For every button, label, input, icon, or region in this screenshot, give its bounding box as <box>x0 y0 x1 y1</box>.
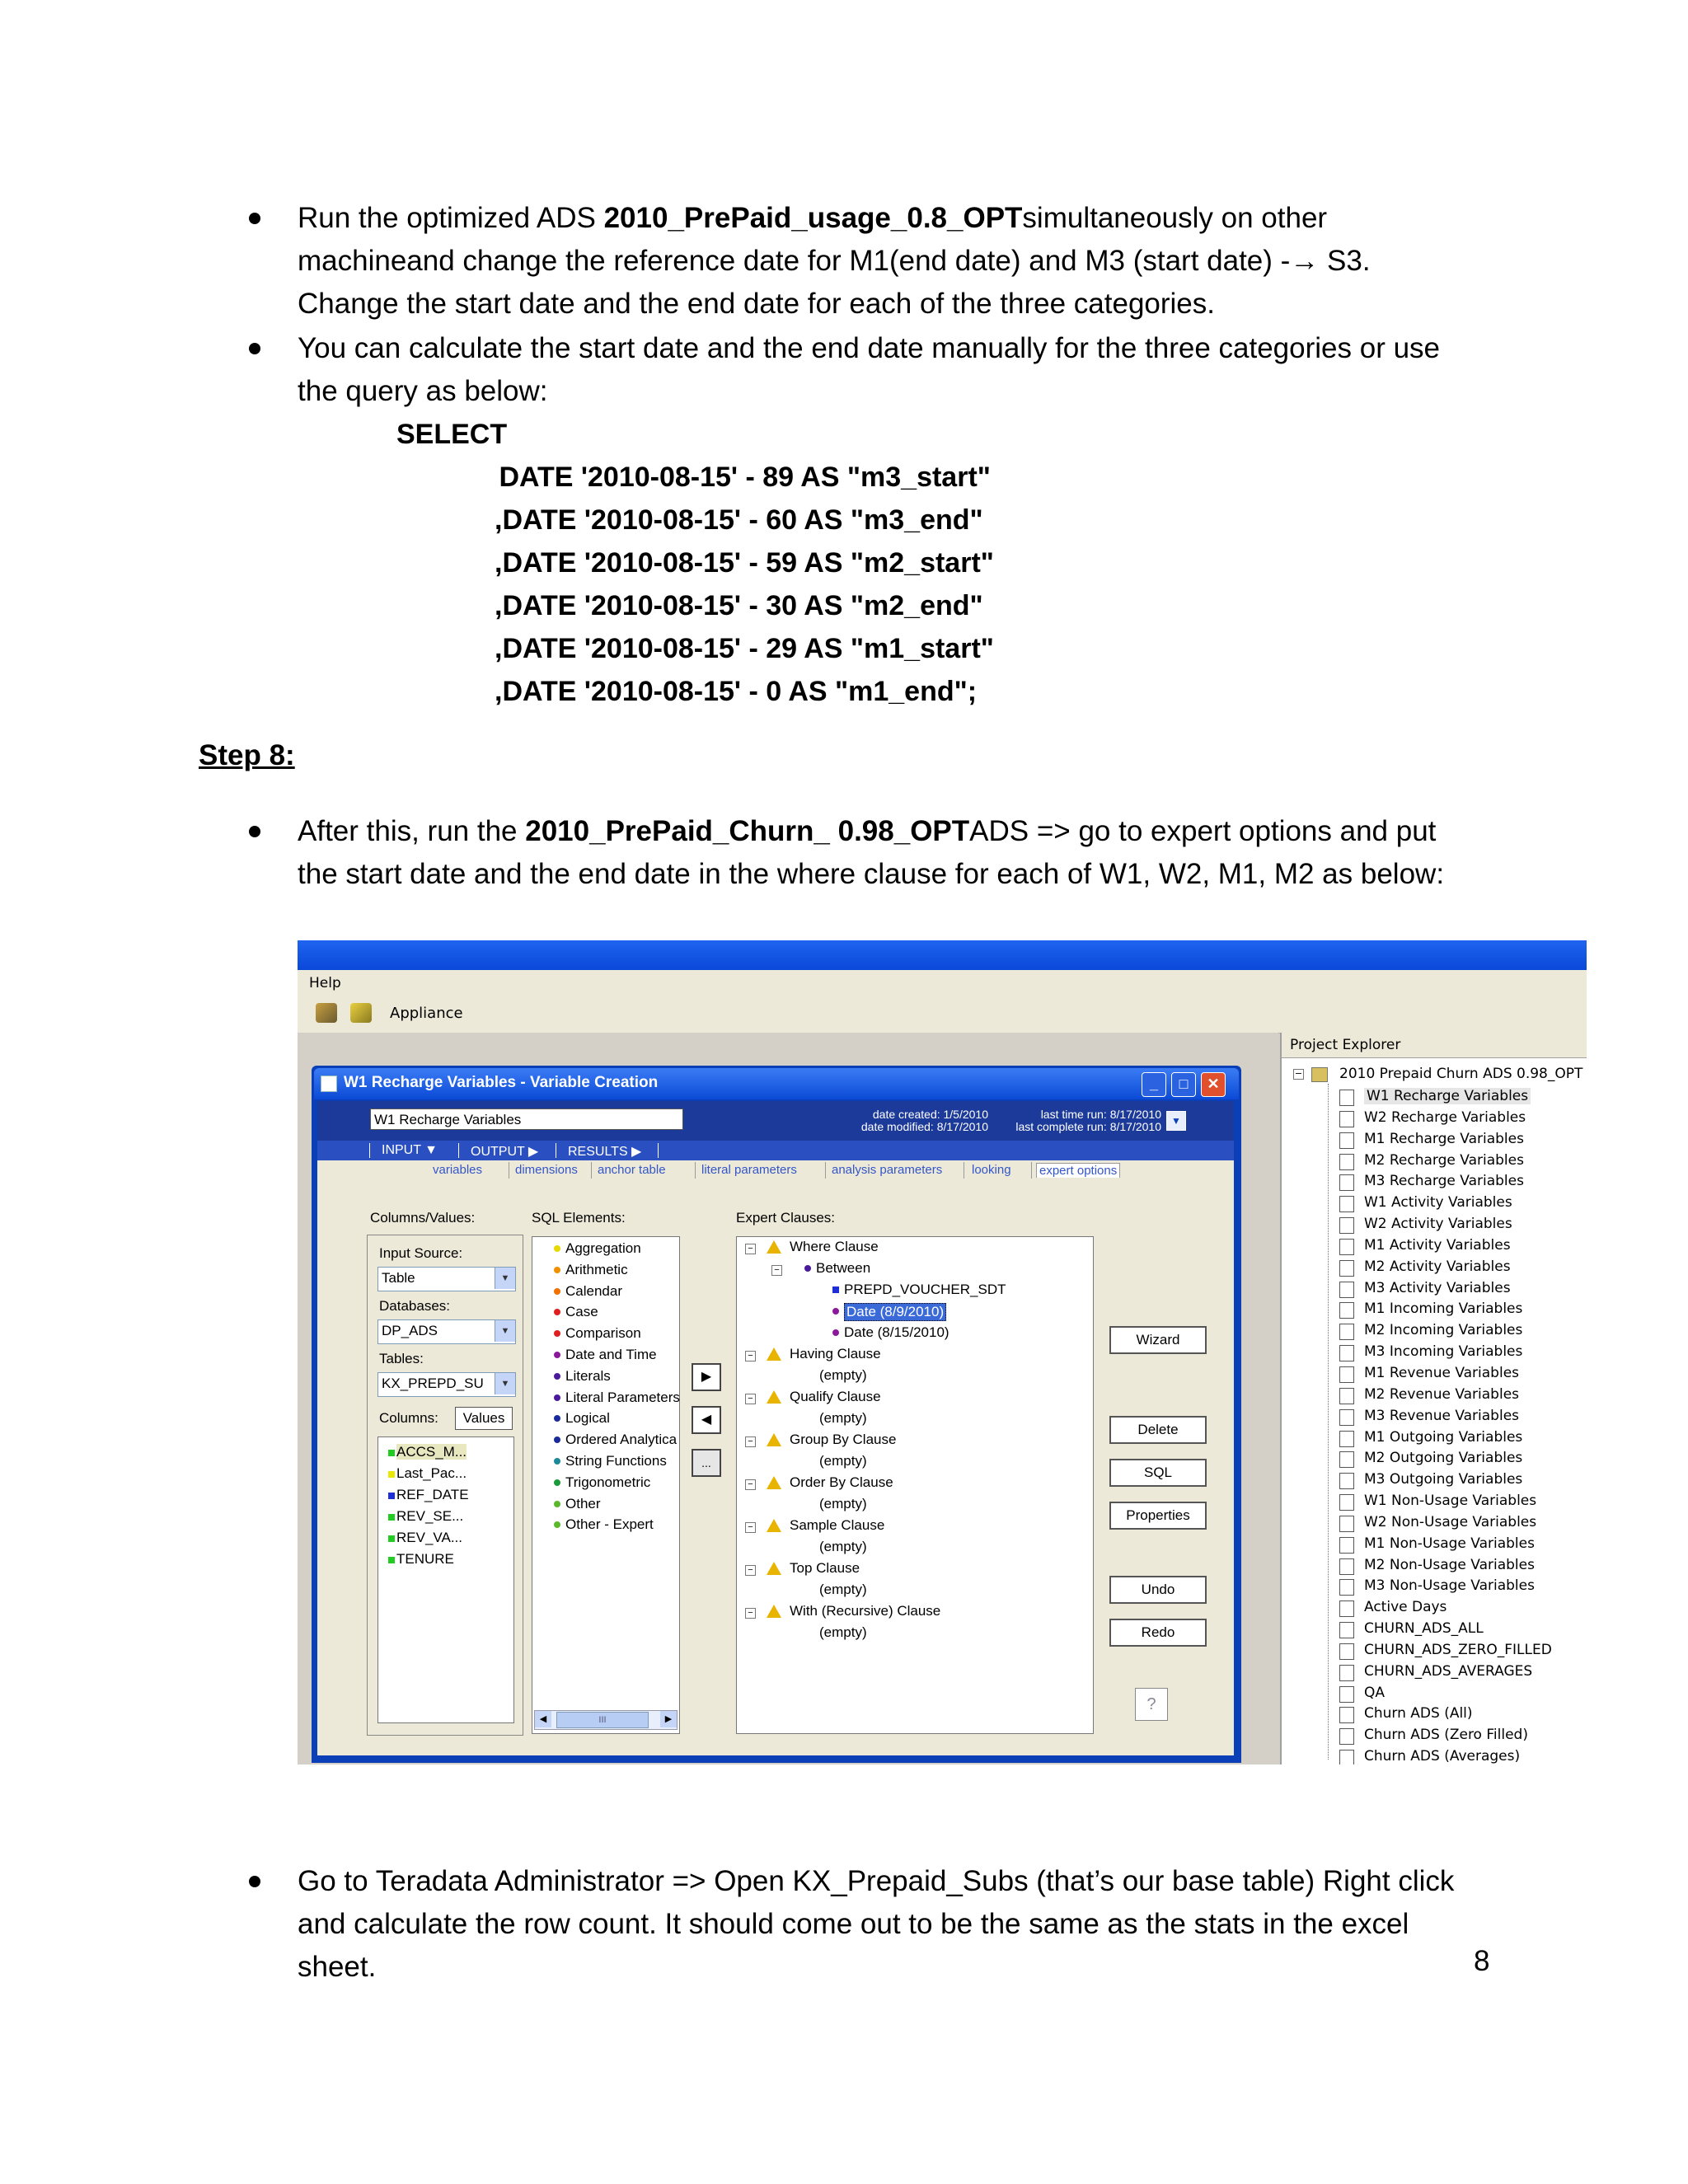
remove-arrow-button[interactable]: ◀ <box>692 1406 721 1434</box>
document-icon <box>1339 1282 1354 1298</box>
undo-button[interactable]: Undo <box>1109 1576 1207 1604</box>
project-item-label: CHURN_ADS_AVERAGES <box>1364 1662 1533 1680</box>
expert-clauses-tree <box>736 1236 1094 1734</box>
collapse-icon[interactable]: − <box>745 1565 756 1576</box>
sql-element-item[interactable] <box>565 1516 654 1533</box>
sql-element-label: Case <box>565 1304 598 1320</box>
column-type-icon <box>388 1535 395 1542</box>
tab-input[interactable]: INPUT ▼ <box>382 1143 438 1157</box>
menu-help[interactable]: Help <box>309 975 341 991</box>
bullet-icon <box>554 1288 560 1295</box>
date-end-node[interactable]: Date (8/15/2010) <box>844 1324 950 1340</box>
document-icon <box>1339 1622 1354 1638</box>
warning-icon <box>767 1519 781 1532</box>
project-item-label: Churn ADS (Averages) <box>1364 1748 1521 1765</box>
columns-values-label: Columns/Values: <box>370 1210 476 1226</box>
table-select[interactable]: KX_PREPD_SU ▼ <box>377 1372 516 1397</box>
warning-icon <box>767 1240 781 1254</box>
empty-node: (empty) <box>819 1539 867 1554</box>
sql-element-label: Arithmetic <box>565 1261 628 1277</box>
warning-icon <box>767 1390 781 1404</box>
project-item-label: M3 Incoming Variables <box>1364 1343 1523 1361</box>
sql-element-label: Literals <box>565 1367 611 1384</box>
column-item[interactable] <box>388 1508 463 1525</box>
expert-clauses-label: Expert Clauses: <box>736 1210 835 1226</box>
sql-element-item[interactable] <box>565 1453 667 1469</box>
text-run: Run the optimized ADS <box>298 202 604 234</box>
bullet-icon <box>804 1265 811 1272</box>
bullet-icon <box>554 1521 560 1528</box>
subtab-dimensions[interactable]: dimensions <box>515 1163 578 1177</box>
database-select[interactable]: DP_ADS ▼ <box>377 1319 516 1344</box>
tab-output[interactable]: OUTPUT ▶ <box>471 1145 539 1159</box>
date-meta: date created: 1/5/2010 date modified: 8/17/2010 <box>860 1108 988 1133</box>
collapse-icon[interactable]: − <box>745 1394 756 1404</box>
columns-values-panel <box>367 1235 523 1736</box>
column-type-icon <box>388 1493 395 1499</box>
project-item-label: M1 Incoming Variables <box>1364 1301 1523 1318</box>
bullet-text-2 <box>298 327 1468 413</box>
column-type-icon <box>388 1450 395 1456</box>
tools-icon[interactable] <box>316 1003 337 1023</box>
text-run: ADS => go to expert options and put the start date and the end date in the where clause for each of W1, W2, M1, M2 as below: <box>298 815 1445 890</box>
project-item-label: M3 Non-Usage Variables <box>1364 1577 1535 1595</box>
document-icon <box>1339 1302 1354 1319</box>
sql-line: ,DATE '2010-08-15' - 59 AS "m2_start" <box>495 547 994 579</box>
tables-label: Tables: <box>379 1351 424 1366</box>
document-icon <box>1339 1132 1354 1149</box>
sql-select: SELECT <box>396 419 508 450</box>
tree-line <box>1328 1084 1329 1760</box>
document-icon <box>1339 1537 1354 1554</box>
wizard-button[interactable]: Wizard <box>1109 1326 1207 1354</box>
sql-element-label: Other <box>565 1495 601 1511</box>
project-item-label: W2 Non-Usage Variables <box>1364 1513 1537 1530</box>
sql-element-label: Logical <box>565 1410 610 1427</box>
sql-element-item[interactable] <box>565 1390 680 1406</box>
project-item-label: W2 Activity Variables <box>1364 1216 1512 1233</box>
columns-label: Columns: <box>379 1410 438 1426</box>
document-icon <box>1339 1345 1354 1361</box>
project-item-label: M2 Recharge Variables <box>1364 1151 1524 1169</box>
bullet-icon <box>554 1501 560 1507</box>
document-icon <box>1339 1196 1354 1212</box>
collapse-icon[interactable]: − <box>745 1479 756 1490</box>
bullet-icon <box>554 1394 560 1401</box>
horizontal-scrollbar[interactable] <box>534 1710 678 1730</box>
document-icon <box>1339 1239 1354 1255</box>
project-item-label: Active Days <box>1364 1599 1447 1616</box>
bullet-text-4 <box>298 1860 1468 1989</box>
project-item-label: Churn ADS (All) <box>1364 1705 1473 1722</box>
sql-element-label: Ordered Analytica <box>565 1432 678 1448</box>
column-name: TENURE <box>396 1551 454 1567</box>
text-run: Go to Teradata Administrator => Open KX_Prepaid_Subs (that’s our base table) Right click and calculate the row count. It should come out to be the same as the stats in the excel sheet. <box>298 1865 1455 1983</box>
bullet-icon <box>832 1329 839 1336</box>
project-item-label: M1 Recharge Variables <box>1364 1130 1524 1147</box>
sql-line: ,DATE '2010-08-15' - 29 AS "m1_start" <box>495 633 994 664</box>
scroll-left-icon[interactable]: ◀ <box>535 1711 551 1727</box>
column-type-icon <box>388 1514 395 1521</box>
clause-label[interactable]: Group By Clause <box>790 1432 897 1447</box>
document-icon <box>1339 1366 1354 1383</box>
bold-run: 2010_PrePaid_Churn_ 0.98_OPT <box>525 815 970 847</box>
project-item-label: M3 Activity Variables <box>1364 1279 1511 1296</box>
minimize-button[interactable]: _ <box>1142 1072 1166 1097</box>
sql-line: ,DATE '2010-08-15' - 60 AS "m3_end" <box>495 504 983 536</box>
project-item-label: M2 Revenue Variables <box>1364 1385 1520 1403</box>
dialog-body <box>317 1160 1234 1755</box>
clause-label[interactable]: Top Clause <box>790 1560 860 1576</box>
collapse-icon[interactable]: − <box>745 1522 756 1533</box>
empty-node: (empty) <box>819 1453 867 1469</box>
step-heading: Step 8: <box>199 739 295 771</box>
bullet-icon <box>832 1286 839 1293</box>
column-name: Last_Pac... <box>396 1465 467 1481</box>
window-titlebar <box>298 940 1587 970</box>
run-meta: last time run: 8/17/2010 last complete run: 8/17/2010 <box>1015 1108 1161 1133</box>
table-icon <box>1339 1707 1354 1723</box>
document-icon <box>1339 1558 1354 1575</box>
appliance-label[interactable]: Appliance <box>390 1005 463 1022</box>
empty-node: (empty) <box>819 1496 867 1511</box>
column-name: REV_VA... <box>396 1530 462 1545</box>
empty-node: (empty) <box>819 1367 867 1383</box>
chevron-down-icon[interactable]: ▼ <box>495 1320 515 1342</box>
text-run: S3. Change the start date and the end date for each of the three categories. <box>298 245 1371 320</box>
project-item-label: M1 Outgoing Variables <box>1364 1428 1523 1446</box>
document-icon <box>1339 1431 1354 1447</box>
bullet-icon <box>554 1245 560 1252</box>
bullet-icon <box>554 1352 560 1358</box>
project-item-label: Churn ADS (Zero Filled) <box>1364 1727 1528 1744</box>
table-icon <box>1339 1728 1354 1745</box>
bullet-icon <box>554 1373 560 1380</box>
column-name: REV_SE... <box>396 1508 464 1524</box>
date-start-node[interactable]: Date (8/9/2010) <box>844 1303 946 1321</box>
between-node[interactable]: Between <box>816 1260 871 1276</box>
document-icon <box>1339 1451 1354 1468</box>
document-icon <box>1339 1154 1354 1170</box>
sql-element-label: Literal Parameters <box>565 1389 680 1405</box>
bullet-icon <box>832 1308 839 1315</box>
bullet-icon <box>554 1479 560 1486</box>
column-type-icon <box>388 1557 395 1563</box>
column-name: REF_DATE <box>396 1487 469 1502</box>
sql-element-item[interactable] <box>565 1283 622 1300</box>
document-icon <box>1339 1409 1354 1426</box>
project-item-label: M3 Revenue Variables <box>1364 1407 1520 1424</box>
project-item-label: M1 Non-Usage Variables <box>1364 1535 1535 1552</box>
collapse-icon[interactable]: − <box>745 1351 756 1361</box>
collapse-icon[interactable]: − <box>745 1436 756 1447</box>
project-item-label: M2 Incoming Variables <box>1364 1322 1523 1339</box>
project-item-label: M3 Recharge Variables <box>1364 1173 1524 1190</box>
sql-elements-label: SQL Elements: <box>532 1210 626 1226</box>
sql-element-item[interactable] <box>565 1325 641 1342</box>
text-run: After this, run the <box>298 815 526 847</box>
project-item-label: CHURN_ADS_ALL <box>1364 1620 1484 1638</box>
column-item[interactable] <box>388 1530 462 1546</box>
column-item[interactable] <box>388 1551 454 1568</box>
sql-element-item[interactable] <box>565 1347 657 1363</box>
clause-label[interactable]: Sample Clause <box>790 1517 885 1533</box>
sql-element-item[interactable] <box>565 1474 650 1491</box>
subtab-analysis-parameters[interactable]: analysis parameters <box>832 1163 943 1177</box>
sql-element-item[interactable] <box>565 1496 601 1512</box>
chevron-down-icon[interactable]: ▼ <box>495 1373 515 1394</box>
chevron-down-icon[interactable]: ▼ <box>495 1268 515 1289</box>
toolbar <box>298 995 1587 1033</box>
sql-element-item[interactable] <box>565 1432 677 1448</box>
sql-element-label: Calendar <box>565 1282 622 1299</box>
document-icon <box>1339 1579 1354 1596</box>
bullet-dot <box>249 343 260 354</box>
clause-label[interactable]: Having Clause <box>790 1346 881 1361</box>
project-item-label: M2 Non-Usage Variables <box>1364 1556 1535 1573</box>
bold-run: → <box>1290 245 1320 277</box>
sql-line: ,DATE '2010-08-15' - 0 AS "m1_end"; <box>495 676 978 707</box>
sql-element-label: Aggregation <box>565 1240 641 1256</box>
clause-label[interactable]: With (Recursive) Clause <box>790 1603 941 1619</box>
sql-line: ,DATE '2010-08-15' - 30 AS "m2_end" <box>495 590 983 621</box>
page-number: 8 <box>1474 1945 1490 1977</box>
subtab-literal-parameters[interactable]: literal parameters <box>701 1163 797 1177</box>
sql-element-item[interactable] <box>565 1240 641 1257</box>
text-run: You can calculate the start date and the end date manually for the three categories or use the query as below: <box>298 332 1441 407</box>
bullet-dot <box>249 1876 260 1887</box>
bullet-dot <box>249 826 260 837</box>
variable-name-field[interactable]: W1 Recharge Variables <box>370 1108 683 1130</box>
prepd-voucher-node[interactable]: PREPD_VOUCHER_SDT <box>844 1282 1006 1297</box>
tab-results[interactable]: RESULTS ▶ <box>568 1145 642 1159</box>
subtab-expert-options[interactable]: expert options <box>1036 1163 1120 1178</box>
sql-element-item[interactable] <box>565 1368 611 1385</box>
variable-creation-dialog <box>312 1066 1241 1763</box>
warning-icon <box>767 1433 781 1446</box>
warning-icon <box>767 1476 781 1489</box>
warning-icon <box>767 1347 781 1361</box>
sql-element-label: Trigonometric <box>565 1474 651 1490</box>
bullet-icon <box>554 1436 560 1443</box>
document-icon <box>1339 1260 1354 1277</box>
maximize-button[interactable]: □ <box>1171 1072 1196 1097</box>
bullet-text-1 <box>298 197 1468 326</box>
column-item[interactable] <box>388 1465 467 1482</box>
bullet-dot <box>249 213 260 224</box>
collapse-icon[interactable]: − <box>745 1608 756 1619</box>
document-icon <box>1339 1494 1354 1511</box>
project-explorer-title: Project Explorer <box>1282 1033 1587 1058</box>
bullet-icon <box>554 1330 560 1337</box>
sql-element-label: Date and Time <box>565 1347 657 1362</box>
sql-element-item[interactable] <box>565 1304 598 1320</box>
columns-list <box>377 1436 514 1723</box>
document-icon <box>1339 1601 1354 1617</box>
bullet-icon <box>554 1458 560 1465</box>
sql-element-item[interactable] <box>565 1410 610 1427</box>
delete-button[interactable]: Delete <box>1109 1416 1207 1444</box>
empty-node: (empty) <box>819 1582 867 1597</box>
sql-line: DATE '2010-08-15' - 89 AS "m3_start" <box>491 462 991 493</box>
scroll-thumb[interactable]: III <box>556 1712 649 1728</box>
document-icon <box>1339 1516 1354 1532</box>
close-button[interactable]: ✕ <box>1201 1072 1226 1097</box>
warning-icon <box>767 1605 781 1618</box>
warning-icon <box>767 1562 781 1575</box>
project-item-label: QA <box>1364 1684 1386 1701</box>
empty-node: (empty) <box>819 1624 867 1640</box>
dialog-header <box>317 1101 1234 1141</box>
subtab-looking[interactable]: looking <box>972 1163 1011 1177</box>
column-item[interactable] <box>388 1487 469 1503</box>
project-root[interactable]: 2010 Prepaid Churn ADS 0.98_OPT <box>1339 1066 1583 1082</box>
document-icon <box>1339 1174 1354 1191</box>
menu-bar <box>298 970 1587 995</box>
sql-elements-list <box>532 1236 680 1734</box>
empty-node: (empty) <box>819 1410 867 1426</box>
collapse-icon[interactable]: − <box>771 1265 782 1276</box>
bullet-icon <box>554 1415 560 1422</box>
project-item-label: M2 Activity Variables <box>1364 1258 1511 1275</box>
document-icon <box>1339 1090 1354 1106</box>
sql-element-label: String Functions <box>565 1453 667 1469</box>
project-item-label: W1 Recharge Variables <box>1364 1088 1531 1104</box>
dropdown-icon[interactable]: ▼ <box>1166 1111 1186 1131</box>
document-icon <box>1339 1324 1354 1340</box>
main-tabs <box>317 1141 1234 1160</box>
sql-element-label: Comparison <box>565 1325 641 1342</box>
document-icon <box>1339 1217 1354 1234</box>
subtab-variables[interactable]: variables <box>433 1163 483 1177</box>
bullet-icon <box>554 1267 560 1273</box>
redo-button[interactable]: Redo <box>1109 1619 1207 1647</box>
project-item-label: M1 Revenue Variables <box>1364 1364 1520 1381</box>
databases-label: Databases: <box>379 1298 450 1314</box>
document-icon <box>1339 1388 1354 1404</box>
bold-run: 2010_PrePaid_usage_0.8_OPT <box>603 202 1023 234</box>
dialog-titlebar <box>314 1068 1239 1099</box>
subtab-anchor-table[interactable]: anchor table <box>598 1163 666 1177</box>
project-item-label: W1 Activity Variables <box>1364 1194 1512 1212</box>
document-icon <box>1339 1111 1354 1127</box>
project-icon <box>1311 1067 1328 1082</box>
clause-label[interactable]: Where Clause <box>790 1239 879 1254</box>
input-source-label: Input Source: <box>379 1245 463 1261</box>
add-arrow-button[interactable]: ▶ <box>692 1363 721 1391</box>
project-item-label: M3 Outgoing Variables <box>1364 1471 1523 1488</box>
project-item-label: CHURN_ADS_ZERO_FILLED <box>1364 1641 1552 1658</box>
document-icon <box>1339 1665 1354 1681</box>
document-icon <box>1339 1686 1354 1703</box>
scroll-right-icon[interactable]: ▶ <box>660 1711 677 1727</box>
values-button[interactable]: Values <box>455 1407 513 1430</box>
table-icon <box>1339 1750 1354 1765</box>
project-item-label: M1 Activity Variables <box>1364 1236 1511 1254</box>
bullet-text-3 <box>298 810 1468 896</box>
collapse-icon[interactable]: − <box>745 1244 756 1254</box>
clause-label[interactable]: Qualify Clause <box>790 1389 881 1404</box>
collapse-icon[interactable]: − <box>1294 1068 1303 1079</box>
dialog-title: W1 Recharge Variables - Variable Creation <box>344 1074 659 1091</box>
column-name: ACCS_M... <box>396 1444 467 1460</box>
document-icon <box>1339 1643 1354 1660</box>
column-type-icon <box>388 1471 395 1478</box>
column-item[interactable] <box>388 1444 467 1460</box>
connect-icon[interactable] <box>350 1003 372 1023</box>
project-explorer <box>1280 1033 1587 1765</box>
help-icon[interactable]: ? <box>1135 1688 1168 1721</box>
project-item-label: M2 Outgoing Variables <box>1364 1450 1523 1467</box>
sql-element-label: Other - Expert <box>565 1516 654 1533</box>
text-run: simultaneously on other machineand change the reference date for M1(end date) and M3 (start date) - <box>298 202 1328 277</box>
clause-label[interactable]: Order By Clause <box>790 1474 893 1490</box>
properties-button[interactable]: Properties <box>1109 1502 1207 1530</box>
project-item-label: W1 Non-Usage Variables <box>1364 1493 1537 1510</box>
document-icon <box>1339 1473 1354 1489</box>
dialog-icon <box>321 1076 337 1092</box>
sql-element-item[interactable] <box>565 1262 628 1278</box>
ellipsis-button[interactable]: ... <box>692 1449 721 1477</box>
sql-button[interactable]: SQL <box>1109 1459 1207 1487</box>
project-item-label: W2 Recharge Variables <box>1364 1108 1526 1126</box>
bullet-icon <box>554 1309 560 1315</box>
input-source-select[interactable]: Table ▼ <box>377 1267 516 1291</box>
